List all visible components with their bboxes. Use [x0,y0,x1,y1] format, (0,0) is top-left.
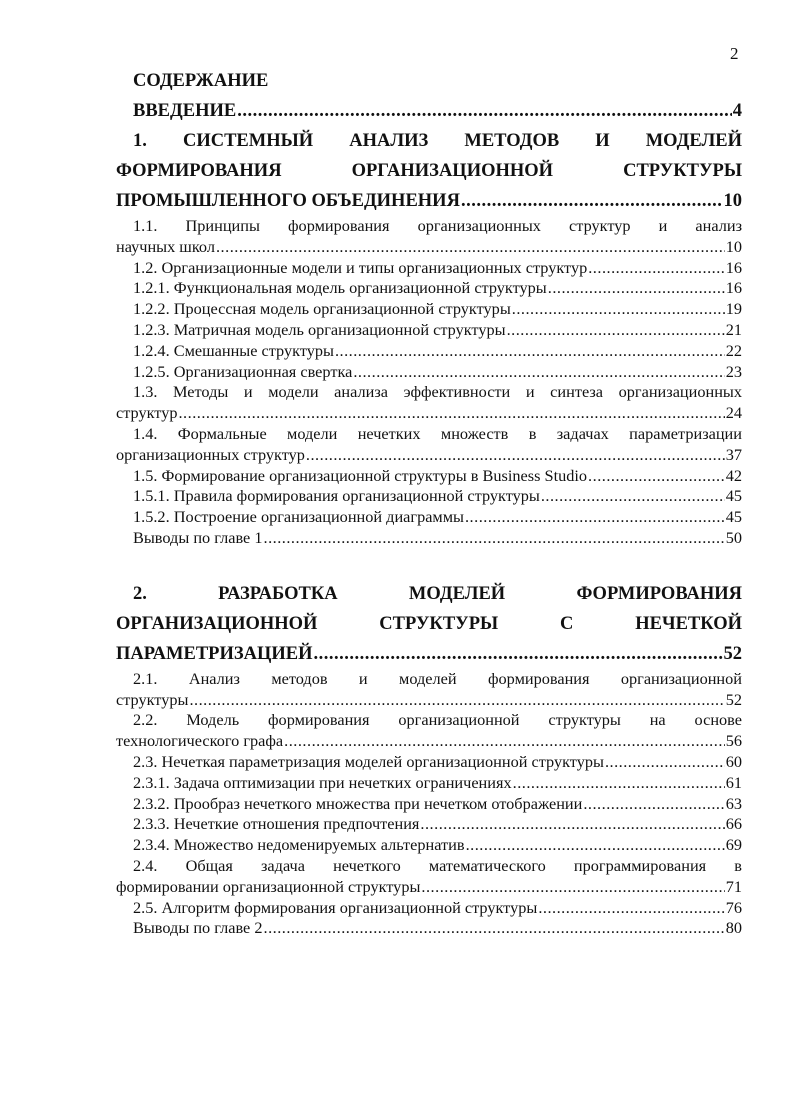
toc-entry[interactable] [116,710,742,752]
entry-title: 1.2. Организационные модели и типы организационных структур [133,257,588,277]
toc-entry[interactable] [116,773,742,794]
toc-entry[interactable] [116,752,742,773]
entry-last-line[interactable] [116,877,742,898]
dot-leader [284,731,725,752]
entry-line: 1.3. Методы и модели анализа эффективности и синтеза организационных [133,382,742,402]
entry-title: 1.2.5. Организационная свертка [133,361,353,381]
toc-entry[interactable] [116,835,742,856]
dot-leader [548,278,725,299]
dot-leader [588,466,725,487]
entry-page: 45 [725,507,742,527]
entry-page: 45 [725,486,742,506]
entry-line: 2.1. Анализ методов и моделей формирования организационной [133,668,742,688]
chapter-gap [116,549,742,579]
entry-page: 21 [725,319,742,339]
entry-title: 1.5.2. Построение организационной диаграммы [133,507,464,527]
entry-last-line[interactable] [116,320,742,341]
dot-leader [588,258,724,279]
entry-page: 60 [725,751,742,771]
entry-last-line[interactable] [116,690,742,711]
chapter-heading-line: ОРГАНИЗАЦИОННОЙ СТРУКТУРЫ С НЕЧЕТКОЙ [116,613,742,634]
entry-title: 1.2.4. Смешанные структуры [133,340,334,360]
toc-entry[interactable] [116,382,742,424]
entry-page: 52 [725,689,742,709]
entry-title: структуры [116,689,189,709]
entry-title: технологического графа [116,731,284,751]
dot-leader [420,814,724,835]
dot-leader [465,507,725,528]
entry-title: 2.5. Алгоритм формирования организационной структуры [133,897,538,917]
entry-last-line[interactable] [116,258,742,279]
chapter-heading-last-line[interactable] [116,186,742,216]
dot-leader [421,877,724,898]
toc-entry[interactable] [116,341,742,362]
dot-leader [461,186,723,216]
entry-last-line[interactable] [116,752,742,773]
entry-title: ВВЕДЕНИЕ [133,101,237,121]
toc-entry[interactable] [116,898,742,919]
toc-entry[interactable] [116,278,742,299]
dot-leader [353,362,724,383]
toc-entry[interactable] [116,486,742,507]
chapter-heading-line: 2. РАЗРАБОТКА МОДЕЛЕЙ ФОРМИРОВАНИЯ [133,583,742,604]
entry-page: 71 [725,876,742,896]
entry-line: 1.1. Принципы формирования организационных структур и анализ [133,216,742,235]
dot-leader [189,690,724,711]
entry-page: 69 [725,835,742,855]
dot-leader [507,320,725,341]
dot-leader [237,96,732,126]
entry-title: 1.2.1. Функциональная модель организационной структуры [133,278,547,298]
entry-page: 10 [725,236,742,256]
dot-leader [583,794,724,815]
entry-page: 80 [725,918,742,938]
entry-page: 24 [725,403,742,423]
dot-leader [541,486,725,507]
entry-page: 52 [723,643,742,664]
chapter-heading-1[interactable] [116,126,742,216]
entry-title: 1.5. Формирование организационной структуры в Business Studio [133,465,588,485]
entry-page: 23 [725,361,742,381]
entry-page: 66 [725,814,742,834]
entry-page: 61 [725,772,742,792]
entry-title: формировании организационной структуры [116,876,421,896]
dot-leader [512,299,725,320]
entry-page: 76 [725,897,742,917]
toc-entry[interactable] [116,669,742,711]
entry-last-line[interactable] [116,773,742,794]
entry-title: 2.3.2. Прообраз нечеткого множества при нечетком отображении [133,793,583,813]
entry-page: 19 [725,299,742,319]
dot-leader [605,752,725,773]
entry-title: 1.2.2. Процессная модель организационной структуры [133,299,511,319]
dot-leader [466,835,725,856]
entry-title: структур [116,403,178,423]
entry-last-line[interactable] [116,528,742,549]
entry-title: Выводы по главе 1 [133,527,263,547]
entry-title: 1.2.3. Матричная модель организационной структуры [133,319,506,339]
entry-last-line[interactable] [116,362,742,383]
entry-title: 2.3. Нечеткая параметризация моделей организационной структуры [133,751,604,771]
entry-page: 4 [732,101,742,121]
entry-page: 37 [725,444,742,464]
dot-leader [314,639,723,669]
toc-entry[interactable] [116,918,742,939]
entry-last-line[interactable] [116,918,742,939]
toc-entry[interactable] [116,528,742,549]
toc-entry[interactable] [116,258,742,279]
chapter-heading-line: 1. СИСТЕМНЫЙ АНАЛИЗ МЕТОДОВ И МОДЕЛЕЙ [133,131,742,151]
entry-page: 16 [725,257,742,277]
toc-entry[interactable] [116,794,742,815]
entry-title: ПАРАМЕТРИЗАЦИЕЙ [116,643,313,664]
dot-leader [178,403,724,424]
toc-entry[interactable] [116,320,742,341]
dot-leader [335,341,725,362]
chapter-heading-2[interactable] [116,579,742,669]
entry-last-line[interactable] [116,278,742,299]
entry-page: 16 [725,278,742,298]
entry-last-line[interactable] [116,466,742,487]
toc-entry[interactable] [116,856,742,898]
entry-page: 22 [725,340,742,360]
dot-leader [264,528,725,549]
toc-entry[interactable] [116,299,742,320]
entry-title: 1.5.1. Правила формирования организационной структуры [133,486,540,506]
toc-entry[interactable] [116,424,742,466]
entry-last-line[interactable] [116,835,742,856]
entry-last-line[interactable] [116,794,742,815]
page-number: 2 [730,44,739,63]
entry-page: 56 [725,731,742,751]
dot-leader [264,918,725,939]
entry-line: 2.4. Общая задача нечеткого математического программирования в [133,855,742,875]
entry-page: 10 [723,191,742,211]
entry-last-line[interactable] [116,898,742,919]
toc-entry[interactable] [116,814,742,835]
entry-page: 63 [725,793,742,813]
chapter-heading-line: ФОРМИРОВАНИЯ ОРГАНИЗАЦИОННОЙ СТРУКТУРЫ [116,161,742,181]
entry-title: 2.3.3. Нечеткие отношения предпочтения [133,814,420,834]
dot-leader [306,445,725,466]
table-of-contents [116,66,742,939]
entry-page: 50 [725,527,742,547]
entry-title: научных школ [116,236,215,256]
entry-last-line[interactable] [116,341,742,362]
toc-entry[interactable] [116,216,742,258]
dot-leader [538,898,724,919]
toc-entry[interactable] [116,507,742,528]
toc-entry[interactable] [116,362,742,383]
toc-entry[interactable] [116,466,742,487]
entry-last-line[interactable] [116,403,742,424]
entry-line: 2.2. Модель формирования организационной структуры на основе [133,710,742,730]
entry-title: 2.3.4. Множество недоменируемых альтернатив [133,835,465,855]
chapter-heading-last-line[interactable] [116,639,742,669]
entry-page: 42 [725,465,742,485]
entry-last-line[interactable] [116,237,742,258]
entry-last-line[interactable] [116,299,742,320]
entry-last-line[interactable] [116,507,742,528]
dot-leader [216,237,725,258]
entry-title: ПРОМЫШЛЕННОГО ОБЪЕДИНЕНИЯ [116,191,460,211]
entry-last-line[interactable] [116,731,742,752]
entry-title: Выводы по главе 2 [133,918,263,938]
entry-last-line[interactable] [116,814,742,835]
toc-entry-intro[interactable] [116,96,742,126]
entry-line: 1.4. Формальные модели нечетких множеств в задачах параметризации [133,423,742,443]
dot-leader [513,773,725,794]
entry-title: организационных структур [116,444,305,464]
toc-title: СОДЕРЖАНИЕ [133,71,269,91]
entry-last-line[interactable] [116,445,742,466]
entry-title: 2.3.1. Задача оптимизации при нечетких ограничениях [133,772,512,792]
entry-last-line[interactable] [116,486,742,507]
